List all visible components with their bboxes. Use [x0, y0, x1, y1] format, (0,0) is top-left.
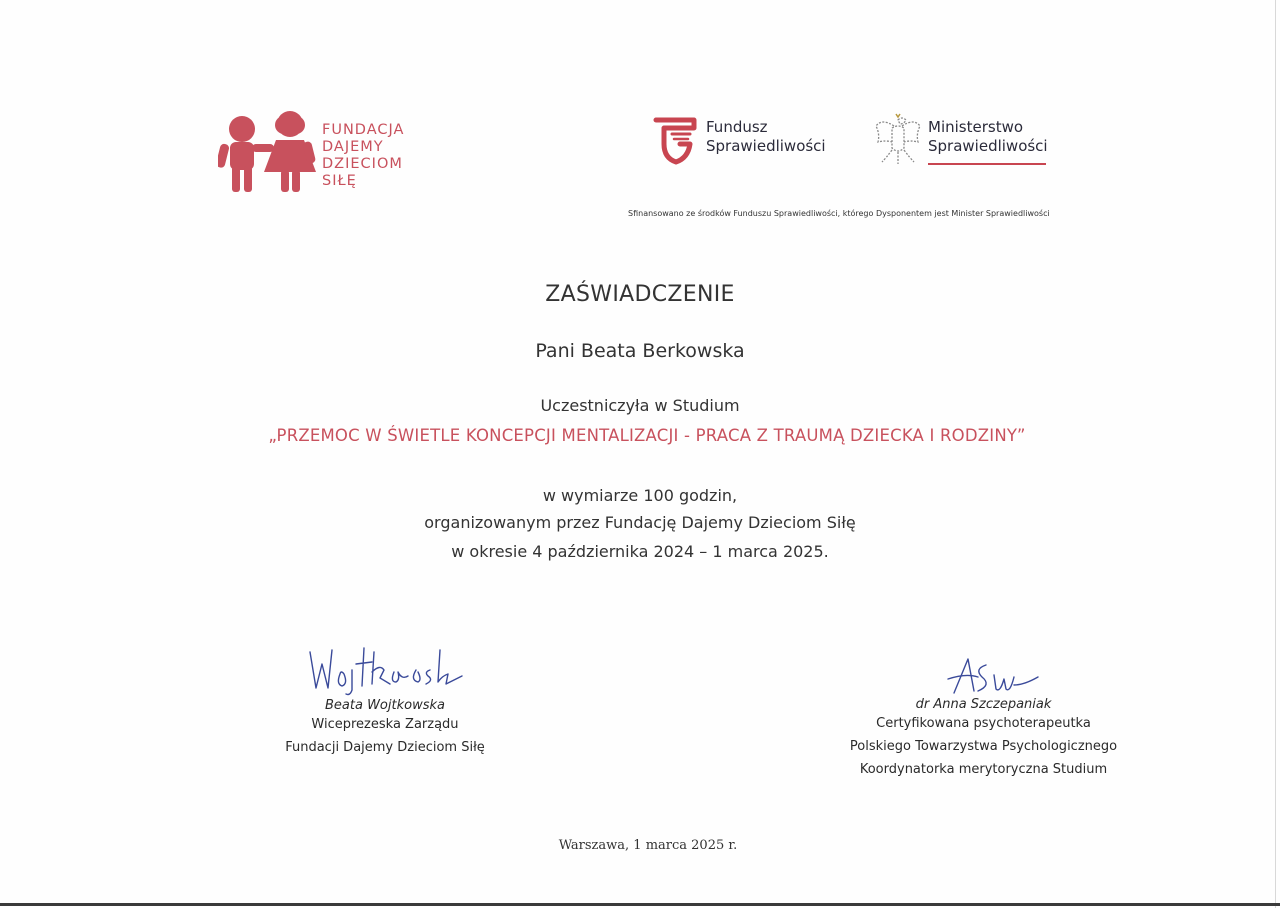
fundusz-emblem-icon: [650, 114, 700, 170]
scan-edge-right: [1275, 0, 1276, 908]
signatory-role-right: Koordynatorka merytoryczna Studium: [859, 762, 1108, 777]
course-scope: w wymiarze 100 godzin,: [542, 486, 738, 505]
handwritten-signature-left: [300, 640, 470, 698]
signatory-name-right: dr Anna Szczepaniak: [915, 697, 1052, 712]
place-and-date: Warszawa, 1 marca 2025 r.: [558, 838, 738, 853]
funding-note: Sfinansowano ze środków Funduszu Sprawiedliwości, którego Dysponentem jest Minister Sprawiedliwości: [628, 209, 1050, 218]
foundation-logo: [218, 102, 438, 197]
ministry-underline: [928, 163, 1046, 165]
ministry-logo-line: Sprawiedliwości: [928, 137, 1048, 155]
fundusz-logo: [650, 114, 840, 170]
signatory-role-right: Polskiego Towarzystwa Psychologicznego: [849, 739, 1118, 754]
ministry-logo-text: [928, 118, 1048, 156]
fundusz-logo-line: Sprawiedliwości: [706, 137, 826, 155]
certificate-title: ZAŚWIADCZENIE: [545, 282, 735, 307]
foundation-logo-line: FUNDACJA: [322, 122, 405, 138]
scan-edge-bottom: [0, 903, 1280, 906]
course-title: „PRZEMOC W ŚWIETLE KONCEPCJI MENTALIZACJI - PRACA Z TRAUMĄ DZIECKA I RODZINY”: [268, 426, 1026, 445]
signature-block-left: [270, 640, 500, 759]
course-period: w okresie 4 października 2024 – 1 marca 2025.: [451, 542, 829, 561]
white-eagle-icon: [872, 112, 924, 168]
recipient-name: Pani Beata Berkowska: [535, 340, 745, 362]
foundation-logo-line: DAJEMY: [322, 139, 384, 155]
signatory-name-left: Beata Wojtkowska: [325, 698, 445, 713]
course-organizer: organizowanym przez Fundację Dajemy Dzieciom Siłę: [424, 513, 856, 532]
ministry-logo-line: Ministerstwo: [928, 118, 1024, 136]
handwritten-signature-right: [914, 655, 1054, 697]
foundation-logo-line: SIŁĘ: [322, 173, 357, 189]
signatory-role-left: Fundacji Dajemy Dzieciom Siłę: [285, 740, 485, 755]
participation-line: Uczestniczyła w Studium: [540, 396, 740, 415]
signatory-role-left: Wiceprezeska Zarządu: [311, 717, 459, 732]
fundusz-logo-line: Fundusz: [706, 118, 768, 136]
foundation-logo-line: DZIECIOM: [322, 156, 403, 172]
two-children-icon: [218, 104, 318, 194]
foundation-logo-text: [322, 122, 404, 190]
signature-block-right: [836, 655, 1131, 781]
ministry-logo: [872, 112, 1062, 170]
fundusz-logo-text: [706, 118, 826, 156]
signatory-role-right: Certyfikowana psychoterapeutka: [876, 716, 1091, 731]
